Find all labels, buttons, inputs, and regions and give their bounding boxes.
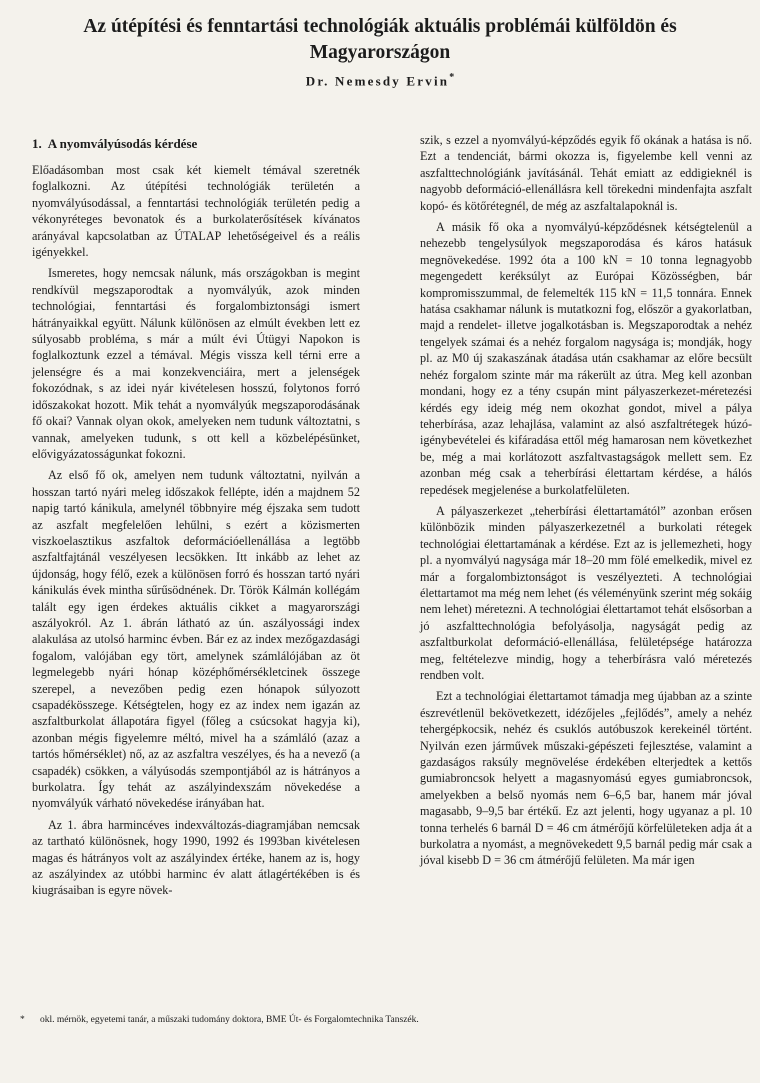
paragraph: Ismeretes, hogy nemcsak nálunk, más országokban is megint rendkívül megszaporodtak a nyomvályúk, azok minden technológiai, fenntartási és forgalombiztonsági ismert hátrányaikkal együtt. Nálunk különösen az elmúlt években lett ez súlyosabb probléma, s már a múlt évi Útügyi Napokon is foglalkoztunk ezzel a témával. Mégis vissza kell térni erre a jelenségre és a mai konzekvenciáira, mert a jelenségek fokozódnak, s az idei nyár kivételesen hosszú, folytonos forró időszakokat hozott. Mik tehát a nyomvályúk megszaporodásának fő okai? Vannak olyan okok, amelyeken nem tudunk változtatni, s vannak, amelyeken tudunk, s ott kell a közbelépésünket, elővigyázatosságunkat fokozni. xyxy=(32,266,360,461)
paragraph: Az első fő ok, amelyen nem tudunk változtatni, nyilván a hosszan tartó nyári meleg időszakok fellépte, idén a majdnem 52 napig tartó kánikula, amelynél többnyire még éjszaka sem tudott az aszfalt megfelelően lehűlni, s ezért a közismerten viszkoelasztikus aszfaltok deformációellenállása a legtöbb aszfaltfajtánál veszélyesen lecsökken. Itt inkább az lehet az újdonság, hogy félő, ezek a különösen forró és hosszan tartó nyári kánikulás évek mintha sűrűsödnének. Dr. Török Kálmán kollégám talált egy igen érdekes aktuális cikket a magyarországi aszályokról. Az 1. ábrán látható az ún. aszályossági index alakulása az utolsó harminc évben. Bár ez az index mezőgazdasági fogalom, valójában egy tört, amelynek számlálójában az öt legmelegebb nyári hónap középhőmérsékletcinek összege szerepel, a nevezőben pedig ezen hónapok súlyozott csapadékösszege. Kétségtelen, hogy ez az index nem igazán az aszfaltburkolat állapotára figyel (főleg a csúcsokat hagyja ki), azonban mégis figyelemre méltó, mivel ha a számláló (azaz a tartós hőmérséklet) nő, az az aszfaltra veszélyes, és ha a nevező (a csapadék) csökken, a vályúsodás szempontjából az is hátrányos a burkolatra. Így tehát az aszályindexszám növekedése a nyomvályúk várható növekedése irányában hat. xyxy=(32,468,360,811)
paragraph: Előadásomban most csak két kiemelt témával szeretnék foglalkozni. Az útépítési technológiák területén a nyomvályúsodással, a fenntartási technológiák területén pedig a vékonyréteges bevonatok és a burkolaterősítések kívánatos arányával kapcsolatban az ÚTALAP lehetőségeivel és a reális igényekkel. xyxy=(32,163,360,260)
article-title: Az útépítési és fenntartási technológiák aktuális problémái külföldön és Magyarországon xyxy=(83,16,677,63)
footnote-mark: * xyxy=(20,1015,25,1025)
paragraph: szik, s ezzel a nyomvályú-képződés egyik fő okának a hatása is nő. Ezt a tendenciát, bármi okozza is, figyelembe kell venni az aszfalttechnológiánk javításánál. Tehát emiatt az eddigieknél is nagyobb deformáció-ellenállásra kell törekedni mindenfajta aszfalt kopó- és kötőrétegnél, de még az aszfaltalapoknál is. xyxy=(420,133,752,213)
author-name: Dr. Nemesdy Ervin xyxy=(305,73,450,89)
section-heading xyxy=(32,136,360,152)
right-column xyxy=(420,132,752,874)
paragraph: A másik fő oka a nyomvályú-képződésnek kétségtelenül a nehezebb tengelysúlyok megszaporodása és káros hatásuk megnövekedése. 1992 óta a 100 kN = 10 tonna legnagyobb megengedett keréksúlyt az Európai Közösségben, bár kompromisszummal, de felemelték 115 kN = 11,5 tonnára. Ennek hatása csakhamar nálunk is mutatkozni fog, először a gyakorlatban, majd a rendelet- illetve jogalkotásban is. Megszaporodtak a nehéz tengelyek számai és a nehéz forgalom nagysága is; mondják, hogy pl. az M0 új szakaszának átadása után csakhamar az előre becsült nehéz forgalom szinte már ma rákerült az útra. Meg kell azonban mondani, hogy ez a tény csupán mint pályaszerkezet-méretezési kérdés egy ideig még nem okozhat gondot, mivel a pálya teherbírása, azaz lehajlása, valamint az alsó aszfaltrétegek húzó-igénybevételei és kifáradása ettől még hamarosan nem következhet be, még a mai korlátozott aszfaltvastagságok mellett sem. Ez azonban még csak a teherbírási élettartam kérdése, a hálós repedések megjelenése a burkolatfelületen. xyxy=(420,220,752,497)
paragraph: A pályaszerkezet „teherbírási élettartamától” azonban erősen különbözik minden pályaszerkezetnél a burkolati rétegek technológiai élettartamának a kérdése. Ezt az is jellemezheti, hogy pl. a nyomvályú nagysága már 18–20 mm fölé emelkedik, mivel ez már a forgalombiztonságot is veszélyezteti. A technológiai élettartamot ma még nem lehet (és véleményünk szerint még sokáig nem lehet) méretezni. A technológiai élettartamot tehát elsősorban a jó aszfalttechnológia befolyásolja, nagyságát pedig az aszfaltburkolat deformáció-ellenállása, felületépsége határozza meg, feltételezve mindig, hogy a teherbírásra való méretezés rendben volt. xyxy=(420,503,752,682)
section-title: A nyomvályúsodás kérdése xyxy=(47,136,198,151)
author-footnote-mark: * xyxy=(449,72,455,83)
section-number: 1. xyxy=(32,136,42,151)
footnote xyxy=(20,1014,740,1026)
paragraph: Az 1. ábra harmincéves indexváltozás-diagramjában nemcsak az tartható különösnek, hogy 1990, 1992 és 1993ban kivételesen magas és hátrányos volt az aszályindex értéke, hanem az is, hogy az aszályindex az utóbbi harminc év alatt átlagértékében is és kiugrásaiban is egyre növek- xyxy=(32,817,360,898)
author-line xyxy=(0,72,760,89)
footnote-text: okl. mérnök, egyetemi tanár, a műszaki tudomány doktora, BME Út- és Forgalomtechnika Tanszék. xyxy=(40,1015,419,1025)
paragraph: Ezt a technológiai élettartamot támadja meg újabban az a szinte észrevétlenül bekövetkezett, idézőjeles „fejlődés”, amely a nehéz tehergépkocsik, nehéz és csuklós autóbuszok kerekeinél történt. Nyilván ezen járművek műszaki-gépészeti fejlesztése, valamint a gazdaságos raksúly megnövelése érdekében elterjedtek a kettős gumiabroncsok helyett a magasnyomású egyes gumiabroncsok, amelyekben a belső nyomás nem 6–6,5 bar, hanem már jóval magasabb, 9–9,5 bar értékű. Ez azt jelenti, hogy ugyanaz a pl. 10 tonna terhelés 6 barnál D = 46 cm átmérőjű körfelületeken adja át a burkolatra a nyomást, a megnövekedett 9,5 barnál pedig már csak a jóval kisebb D = 36 cm átmérőjű felületen. Ma már igen xyxy=(420,689,752,868)
left-column xyxy=(32,136,360,904)
